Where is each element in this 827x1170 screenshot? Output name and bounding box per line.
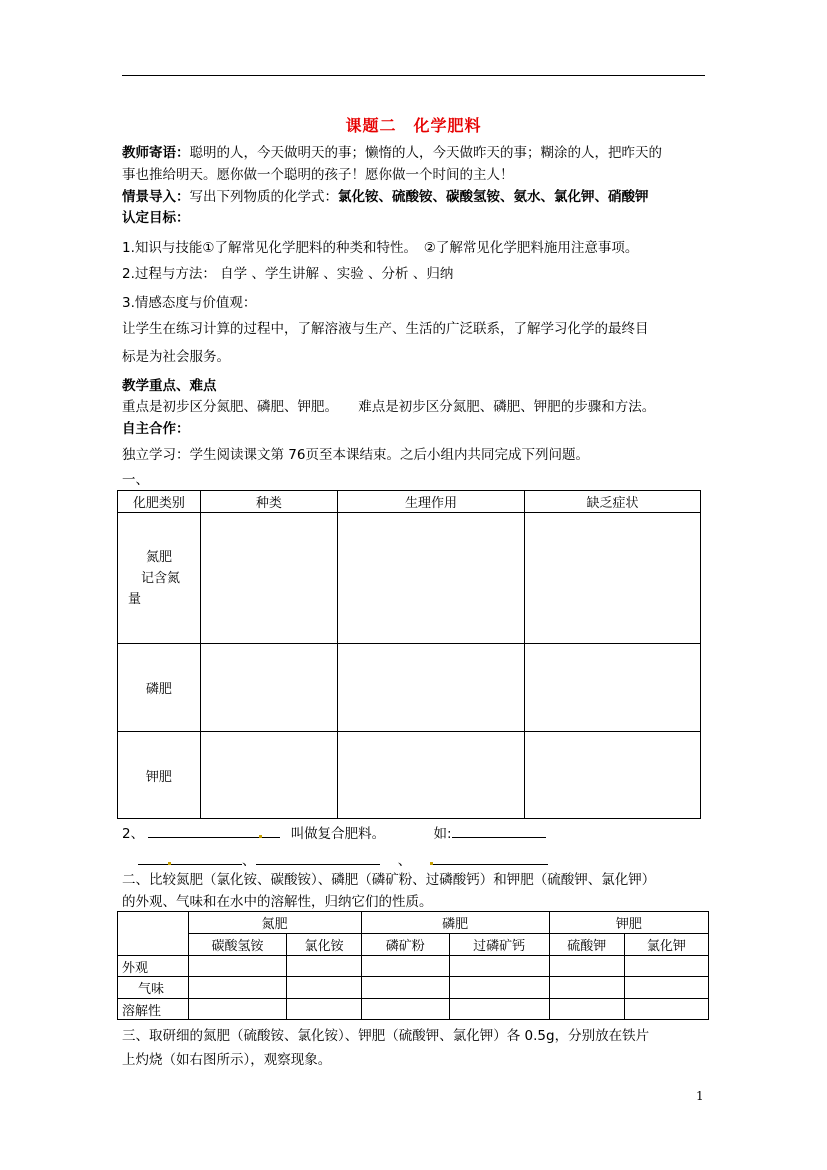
goal-process: 2.过程与方法： 自学 、学生讲解 、实验 、分析 、归纳	[122, 266, 454, 282]
blank-cell[interactable]	[361, 956, 449, 977]
q2-blank-2[interactable]	[138, 850, 242, 865]
goals-label: 认定目标：	[122, 210, 190, 226]
goal-attitude-label: 3.情感态度与价值观：	[122, 295, 257, 311]
q2-middle: 叫做复合肥料。	[290, 826, 386, 842]
blank-cell[interactable]	[524, 513, 700, 644]
blank-cell[interactable]	[361, 977, 449, 999]
goal-attitude-text-2: 标是为社会服务。	[122, 349, 230, 365]
blank-cell[interactable]	[449, 999, 549, 1020]
page-title: 课题二 化学肥料	[345, 116, 482, 135]
blank-cell[interactable]	[200, 513, 337, 644]
header-deficiency: 缺乏症状	[524, 491, 700, 513]
sub-ammonium-chloride: 氯化铵	[287, 934, 361, 956]
q2-sep-2: 、	[397, 853, 412, 869]
table2-group-row	[118, 912, 709, 934]
row-smell: 气味	[118, 977, 189, 999]
coop-label: 自主合作：	[122, 421, 190, 437]
q2-example: 如:	[433, 826, 452, 842]
intro-text: 写出下列物质的化学式：	[189, 189, 338, 205]
marker-dot	[430, 862, 433, 865]
question-2-blanks	[138, 850, 728, 871]
part3-line-1: 三、取研细的氮肥（硫酸铵、氯化铵）、钾肥（硫酸钾、氯化钾）各 0.5g，分别放在铁片	[122, 1028, 650, 1044]
sub-ammonium-bicarbonate: 碳酸氢铵	[188, 934, 287, 956]
table2-row-solubility	[118, 999, 709, 1020]
blank-cell[interactable]	[287, 956, 361, 977]
marker-dot	[168, 862, 171, 865]
blank-cell[interactable]	[338, 644, 525, 732]
intro-line	[122, 187, 712, 207]
marker-dot	[259, 835, 262, 838]
blank-cell[interactable]	[549, 999, 624, 1020]
blank-cell[interactable]	[200, 732, 337, 819]
header-category: 化肥类别	[118, 491, 201, 513]
coop-text: 独立学习：学生阅读课文第 76页至本课结束。之后小组内共同完成下列问题。	[122, 447, 589, 463]
goal-knowledge: 1.知识与技能①了解常见化学肥料的种类和特性。 ②了解常见化学肥料施用注意事项。	[122, 240, 639, 256]
header-function: 生理作用	[338, 491, 525, 513]
nitrogen-note-2: 量	[128, 591, 142, 607]
row-appearance: 外观	[118, 956, 189, 977]
blank-cell[interactable]	[188, 999, 287, 1020]
nitrogen-label: 氮肥	[146, 549, 173, 565]
blank-cell[interactable]	[338, 513, 525, 644]
cell-nitrogen	[118, 513, 201, 644]
q2-sep-1: 、	[242, 853, 256, 869]
blank-cell[interactable]	[549, 977, 624, 999]
intro-substances: 氯化铵、硫酸铵、碳酸氢铵、氨水、氯化钾、硝酸钾	[338, 189, 649, 205]
sub-phosphate-rock: 磷矿粉	[361, 934, 449, 956]
motto-label: 教师寄语：	[122, 145, 190, 161]
blank-cell[interactable]	[624, 977, 708, 999]
table2-corner	[118, 912, 189, 956]
intro-label: 情景导入：	[122, 189, 190, 205]
blank-cell[interactable]	[200, 644, 337, 732]
row-solubility: 溶解性	[118, 999, 189, 1020]
fertilizer-table	[117, 490, 701, 819]
table1-row-phosphorus	[118, 644, 701, 732]
sub-potassium-sulfate: 硫酸钾	[549, 934, 624, 956]
blank-cell[interactable]	[188, 956, 287, 977]
table1-row-nitrogen	[118, 513, 701, 644]
blank-cell[interactable]	[188, 977, 287, 999]
cell-phosphorus: 磷肥	[118, 644, 201, 732]
blank-cell[interactable]	[549, 956, 624, 977]
blank-cell[interactable]	[524, 732, 700, 819]
q2-blank-1[interactable]	[148, 823, 280, 838]
keypoints-label: 教学重点、难点	[122, 378, 217, 394]
group-potassium: 钾肥	[549, 912, 708, 934]
nitrogen-note-1: 记含氮	[141, 570, 181, 586]
sub-superphosphate: 过磷矿钙	[449, 934, 549, 956]
blank-cell[interactable]	[624, 956, 708, 977]
blank-cell[interactable]	[449, 956, 549, 977]
motto-line-1	[122, 143, 712, 163]
blank-cell[interactable]	[361, 999, 449, 1020]
q2-blank-example[interactable]	[452, 823, 546, 838]
goal-attitude-text-1: 让学生在练习计算的过程中，了解溶液与生产、生活的广泛联系，了解学习化学的最终目	[122, 321, 649, 337]
page-number: 1	[696, 1089, 704, 1103]
part2-line-1: 二、比较氮肥（氯化铵、碳酸铵）、磷肥（磷矿粉、过磷酸钙）和钾肥（硫酸钾、氯化钾）	[122, 872, 656, 888]
table1-row-potassium	[118, 732, 701, 819]
sub-potassium-chloride: 氯化钾	[624, 934, 708, 956]
group-nitrogen: 氮肥	[188, 912, 361, 934]
blank-cell[interactable]	[524, 644, 700, 732]
motto-line-2: 事也推给明天。愿你做一个聪明的孩子！愿你做一个时间的主人！	[122, 167, 514, 183]
blank-cell[interactable]	[624, 999, 708, 1020]
cell-potassium: 钾肥	[118, 732, 201, 819]
keypoints-text: 重点是初步区分氮肥、磷肥、钾肥。 难点是初步区分氮肥、磷肥、钾肥的步骤和方法。	[122, 399, 656, 415]
blank-cell[interactable]	[287, 977, 361, 999]
part3-line-2: 上灼烧（如右图所示），观察现象。	[122, 1052, 332, 1068]
q2-prefix: 2、	[122, 826, 145, 842]
q2-blank-4[interactable]	[430, 850, 548, 865]
question-2	[122, 823, 712, 844]
part1-label: 一、	[122, 472, 149, 488]
blank-cell[interactable]	[449, 977, 549, 999]
group-phosphorus: 磷肥	[361, 912, 549, 934]
motto-text-1: 聪明的人，今天做明天的事；懒惰的人，今天做昨天的事；糊涂的人，把昨天的	[189, 145, 662, 161]
table2-row-appearance	[118, 956, 709, 977]
table1-header-row	[118, 491, 701, 513]
part2-line-2: 的外观、气味和在水中的溶解性，归纳它们的性质。	[122, 894, 433, 910]
blank-cell[interactable]	[287, 999, 361, 1020]
q2-blank-3[interactable]	[256, 850, 380, 865]
blank-cell[interactable]	[338, 732, 525, 819]
header-kind: 种类	[200, 491, 337, 513]
header-rule	[122, 75, 705, 76]
property-table	[117, 911, 709, 1020]
table2-row-smell	[118, 977, 709, 999]
table2-subheader-row	[118, 934, 709, 956]
